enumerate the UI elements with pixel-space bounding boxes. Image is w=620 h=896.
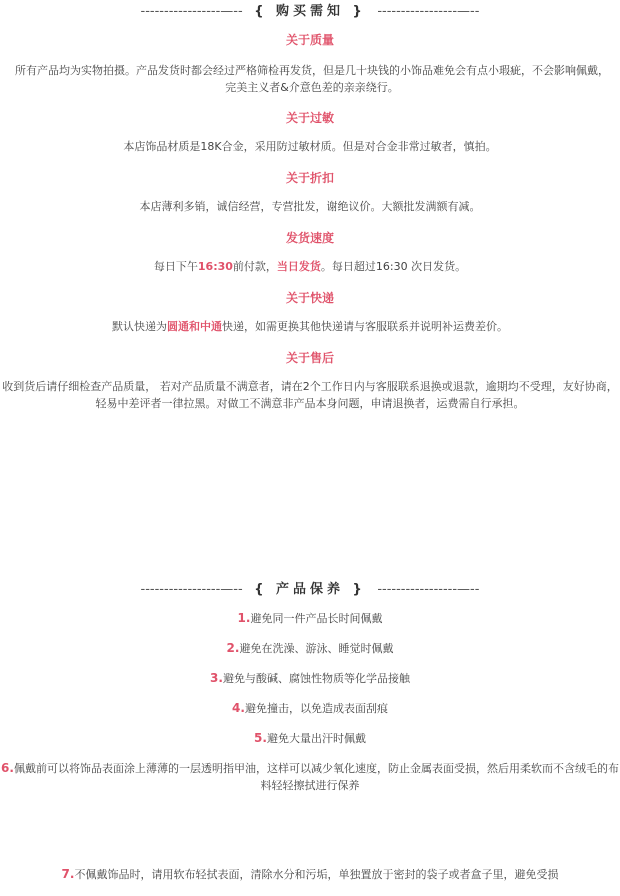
care-item-text: 避免在洗澡、游泳、睡觉时佩戴	[239, 642, 394, 655]
care-item-5	[0, 730, 620, 747]
courier-text-prefix: 默认快递为	[112, 320, 167, 333]
section-title-allergy: 关于过敏	[285, 111, 334, 125]
section-body-courier	[0, 318, 620, 335]
care-item-3	[0, 670, 620, 687]
care-item-number: 5.	[254, 731, 267, 745]
care-item-text: 避免大量出汗时佩戴	[266, 732, 366, 745]
header-dashes-left: -----------------—--	[140, 4, 243, 19]
section-body-quality: 所有产品均为实物拍摄。产品发货时都会经过严格筛检再发货，但是几十块钱的小饰品难免会有点小瑕疵，不会影响佩戴，完美主义者&介意色差的亲亲绕行。	[15, 64, 609, 94]
purchase-notice-title: { 购买需知 }	[254, 4, 366, 19]
care-item-number: 6.	[1, 761, 14, 775]
section-title-after-sales: 关于售后	[285, 351, 334, 365]
section-title-shipping-speed: 发货速度	[285, 231, 334, 245]
care-item-text: 不佩戴饰品时，请用软布轻拭表面，清除水分和污垢，单独置放于密封的袋子或者盒子里，避免受损	[74, 868, 559, 881]
section-title-quality: 关于质量	[285, 33, 334, 47]
header-dashes-right: -----------------—--	[377, 4, 480, 19]
section-body-allergy: 本店饰品材质是18K合金，采用防过敏材质。但是对合金非常过敏者，慎拍。	[123, 140, 497, 153]
care-item-6	[0, 760, 620, 794]
care-item-text: 佩戴前可以将饰品表面涂上薄薄的一层透明指甲油，这样可以减少氧化速度，防止金属表面受损，然后用柔软而不含绒毛的布料轻轻擦拭进行保养	[13, 762, 619, 792]
care-item-text: 避免撞击，以免造成表面刮痕	[244, 702, 388, 715]
care-item-2	[0, 640, 620, 657]
section-title-discount: 关于折扣	[285, 171, 334, 185]
shipping-cutoff-time: 16:30	[197, 260, 233, 273]
section-body-after-sales: 收到货后请仔细检查产品质量， 若对产品质量不满意者，请在2个工作日内与客服联系退换或退款，逾期均不受理，友好协商，轻易中差评者一律拉黑。对做工不满意非产品本身问题，申请退换者，运费需自行承担。	[2, 380, 618, 410]
care-item-number: 4.	[232, 701, 245, 715]
care-item-7	[0, 866, 620, 883]
header-dashes-right: -----------------—--	[377, 582, 480, 597]
product-care-title: { 产品保养 }	[254, 582, 366, 597]
shipping-text-prefix: 每日下午	[153, 260, 198, 273]
section-body-shipping-speed	[0, 258, 620, 275]
shipping-text-suffix: 。每日超过16:30 次日发货。	[320, 260, 467, 273]
purchase-notice-header	[0, 0, 620, 20]
care-item-text: 避免与酸碱、腐蚀性物质等化学品接触	[222, 672, 410, 685]
care-item-number: 2.	[226, 641, 240, 655]
same-day-shipping: 当日发货	[276, 260, 321, 273]
care-item-1	[0, 610, 620, 627]
default-courier: 圆通和中通	[167, 320, 222, 333]
section-body-discount: 本店薄利多销，诚信经营，专营批发，谢绝议价。大额批发满额有减。	[139, 200, 481, 213]
care-item-4	[0, 700, 620, 717]
courier-text-suffix: 快递，如需更换其他快递请与客服联系并说明补运费差价。	[222, 320, 508, 333]
care-item-number: 3.	[210, 671, 223, 685]
shipping-text-mid: 前付款，	[232, 260, 277, 273]
care-item-number: 1.	[237, 611, 251, 625]
header-dashes-left: -----------------—--	[140, 582, 243, 597]
section-title-courier: 关于快递	[285, 291, 334, 305]
care-item-text: 避免同一件产品长时间佩戴	[250, 612, 383, 625]
care-item-number: 7.	[61, 867, 75, 881]
product-care-header	[0, 578, 620, 598]
